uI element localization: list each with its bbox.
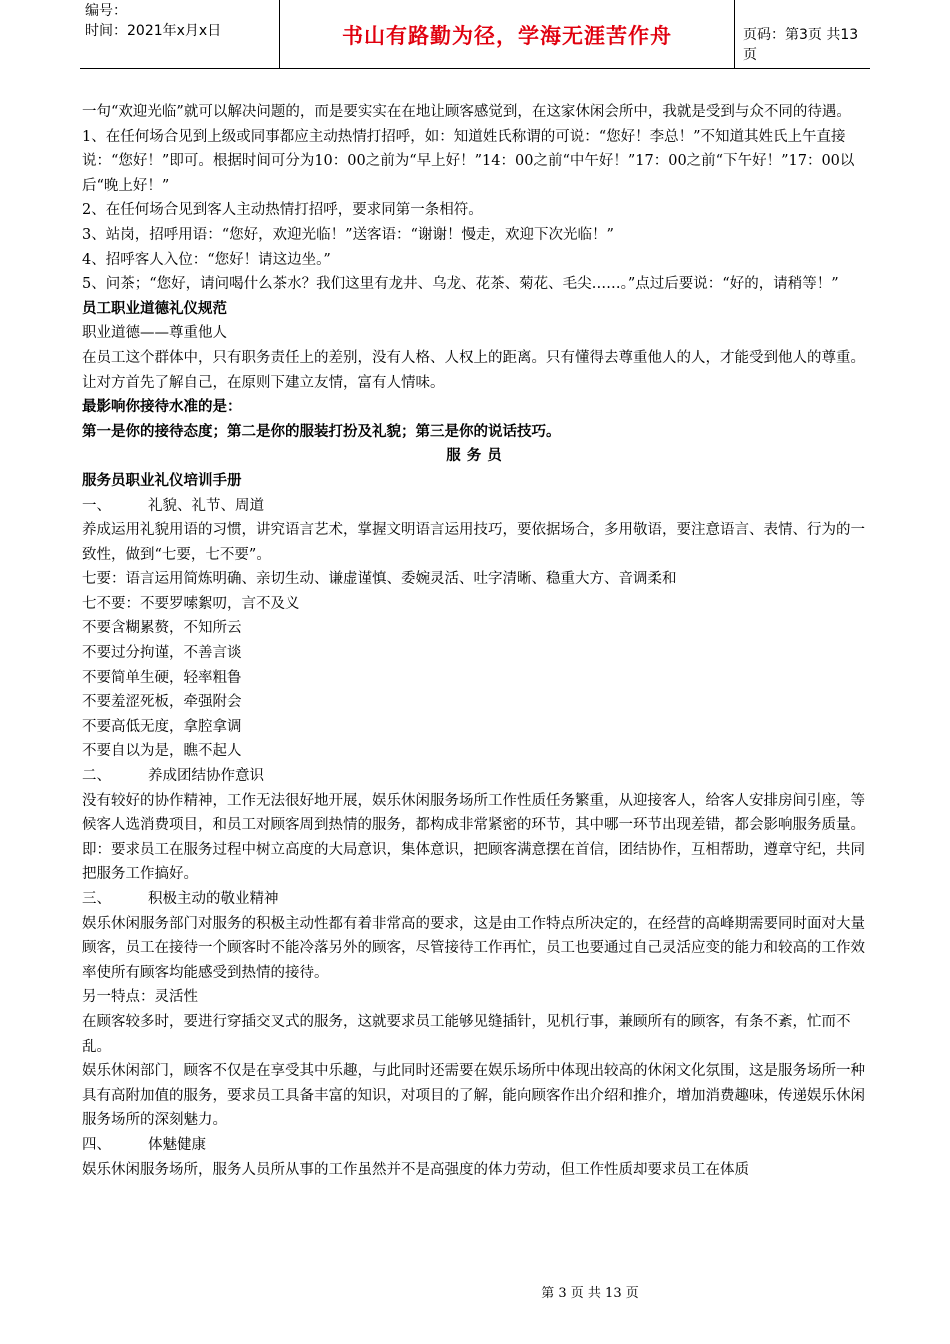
- document-body: [82, 100, 872, 1182]
- header-motto-cell: [280, 0, 735, 68]
- section-heading: 员工职业道德礼仪规范: [82, 300, 227, 317]
- heading-text: 礼貌、礼节、周道: [148, 497, 264, 514]
- section-heading: 服务员职业礼仪培训手册: [82, 472, 242, 489]
- heading-text: 积极主动的敬业精神: [148, 891, 279, 907]
- subheading: 另一特点：灵活性: [82, 989, 198, 1006]
- page-header: [80, 0, 870, 69]
- bold-statement: 第一是你的接待态度；第二是你的服装打扮及礼貌；第三是你的说话技巧。: [82, 423, 561, 440]
- heading-text: 体魅健康: [148, 1136, 206, 1153]
- document-number-label: 编号：: [85, 3, 127, 19]
- list-item: 1、在任何场合见到上级或同事都应主动热情打招呼，如：知道姓氏称谓的可说：“您好！李总！”不知道其姓氏上午直接说：“您好！”即可。根据时间可分为10：00之前为“早上好！”14：00之前“中午好！”17：00之前“下午好！”17：00以后“晚上好！”: [82, 128, 855, 194]
- heading-text: 养成团结协作意识: [148, 768, 264, 785]
- list-item: 七不要：不要罗嗦絮叨，言不及义: [82, 595, 300, 612]
- paragraph: 娱乐休闲部门，顾客不仅是在享受其中乐趣，与此同时还需要在娱乐场所中体现出较高的休闲文化氛围，这是服务场所一种具有高附加值的服务，要求员工具备丰富的知识，对项目的了解，能向顾客作出介绍和推介，增加消费趣味，传递娱乐休闲服务场所的深刻魅力。: [82, 1063, 865, 1129]
- heading-number: 三、: [82, 891, 111, 907]
- document-date-label: 时间：2021年x月x日: [85, 23, 222, 39]
- header-meta-cell: [80, 0, 280, 68]
- numbered-heading: [82, 494, 872, 519]
- numbered-heading: [82, 764, 872, 789]
- page-footer: [0, 1282, 950, 1301]
- centered-title: 服务员: [446, 448, 508, 465]
- header-page-number: 页码：第3页 共13页: [743, 27, 859, 63]
- paragraph: 娱乐休闲服务部门对服务的积极主动性都有着非常高的要求，这是由工作特点所决定的，在经营的高峰期需要同时面对大量顾客，员工在接待一个顾客时不能冷落另外的顾客，尽管接待工作再忙，员工也要通过自己灵活应变的能力和较高的工作效率使所有顾客均能感受到热情的接待。: [82, 915, 865, 981]
- paragraph: 在顾客较多时，要进行穿插交叉式的服务，这就要求员工能够见缝插针，见机行事，兼顾所有的顾客，有条不紊，忙而不乱。: [82, 1013, 851, 1055]
- header-motto: 书山有路勤为径，学海无涯苦作舟: [342, 24, 672, 48]
- list-item: 不要过分拘谨，不善言谈: [82, 645, 242, 662]
- paragraph: 娱乐休闲服务场所，服务人员所从事的工作虽然并不是高强度的体力劳动，但工作性质却要求员工在体质: [82, 1161, 749, 1178]
- list-item: 不要含糊累赘，不知所云: [82, 620, 242, 637]
- list-item: 3、站岗，招呼用语：“您好，欢迎光临！”送客语：“谢谢！慢走，欢迎下次光临！”: [82, 226, 614, 243]
- list-item: 2、在任何场合见到客人主动热情打招呼，要求同第一条相符。: [82, 202, 483, 219]
- heading-number: 二、: [82, 768, 111, 785]
- list-item: 4、招呼客人入位：“您好！请这边坐。”: [82, 251, 331, 268]
- footer-page-number: 第 3 页 共 13 页: [541, 1286, 639, 1301]
- list-item: 5、问茶；“您好，请问喝什么茶水？我们这里有龙井、乌龙、花茶、菊花、毛尖……。”点过后要说：“好的，请稍等！”: [82, 276, 839, 293]
- subheading: 职业道德——尊重他人: [82, 325, 227, 342]
- paragraph: 七要：语言运用简炼明确、亲切生动、谦虚谨慎、委婉灵活、吐字清晰、稳重大方、音调柔和: [82, 571, 677, 588]
- list-item: 不要羞涩死板，牵强附会: [82, 694, 242, 711]
- numbered-heading: [82, 887, 872, 912]
- heading-number: 一、: [82, 497, 111, 514]
- numbered-heading: [82, 1133, 872, 1158]
- bold-statement: 最影响你接待水准的是：: [82, 399, 242, 416]
- header-page-cell: [735, 0, 870, 68]
- list-item: 不要高低无度，拿腔拿调: [82, 718, 242, 735]
- paragraph: 在员工这个群体中，只有职务责任上的差别，没有人格、人权上的距离。只有懂得去尊重他人的人，才能受到他人的尊重。让对方首先了解自己，在原则下建立友情，富有人情味。: [82, 349, 865, 391]
- paragraph: 一句“欢迎光临”就可以解决问题的，而是要实实在在地让顾客感觉到，在这家休闲会所中，我就是受到与众不同的待遇。: [82, 104, 851, 120]
- paragraph: 养成运用礼貌用语的习惯，讲究语言艺术，掌握文明语言运用技巧，要依据场合，多用敬语，要注意语言、表情、行为的一致性，做到“七要，七不要”。: [82, 522, 865, 563]
- paragraph: 没有较好的协作精神，工作无法很好地开展，娱乐休闲服务场所工作性质任务繁重，从迎接客人，给客人安排房间引座，等候客人选消费项目，和员工对顾客周到热情的服务，都构成非常紧密的环节，其中哪一环节出现差错，都会影响服务质量。即：要求员工在服务过程中树立高度的大局意识，集体意识，把顾客满意摆在首信，团结协作，互相帮助，遵章守纪，共同把服务工作搞好。: [82, 792, 865, 883]
- list-item: 不要自以为是，瞧不起人: [82, 743, 242, 760]
- list-item: 不要简单生硬，轻率粗鲁: [82, 669, 242, 686]
- heading-number: 四、: [82, 1136, 111, 1153]
